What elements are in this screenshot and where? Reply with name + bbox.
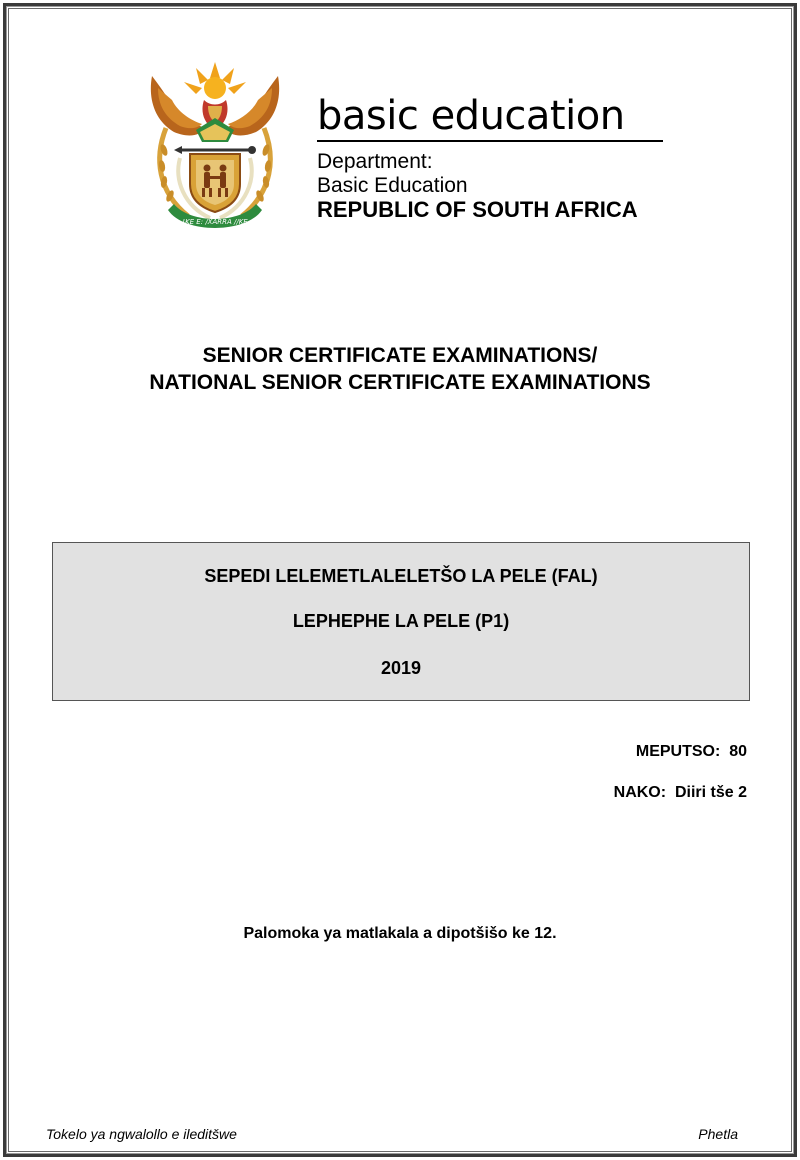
department-label: Department:	[317, 150, 433, 173]
total-marks: MEPUTSO: 80	[635, 743, 747, 760]
page-count-note: Palomoka ya matlakala a dipotšišo ke 12.	[243, 925, 557, 942]
copyright-notice: Tokelo ya ngwalollo e ileditšwe	[46, 1126, 237, 1142]
exam-title-line-1: SENIOR CERTIFICATE EXAMINATIONS/	[202, 344, 598, 367]
subject-box	[52, 542, 750, 701]
coat-of-arms-logo	[144, 58, 286, 236]
brand-divider	[317, 140, 663, 142]
subject-name: SEPEDI LELEMETLALELETŠO LA PELE (FAL)	[204, 566, 598, 586]
exam-year: 2019	[380, 658, 422, 678]
turn-over-note: Phetla	[698, 1126, 738, 1142]
paper-number: LEPHEPHE LA PELE (P1)	[292, 611, 510, 631]
exam-duration: NAKO: Diiri tše 2	[613, 784, 747, 801]
crest-motto: !KE E: /XARRA //KE	[182, 218, 248, 226]
brand-title: basic education	[317, 93, 625, 139]
exam-title-line-2: NATIONAL SENIOR CERTIFICATE EXAMINATIONS	[149, 371, 651, 394]
country-name: REPUBLIC OF SOUTH AFRICA	[317, 197, 638, 222]
department-name: Basic Education	[317, 174, 468, 197]
